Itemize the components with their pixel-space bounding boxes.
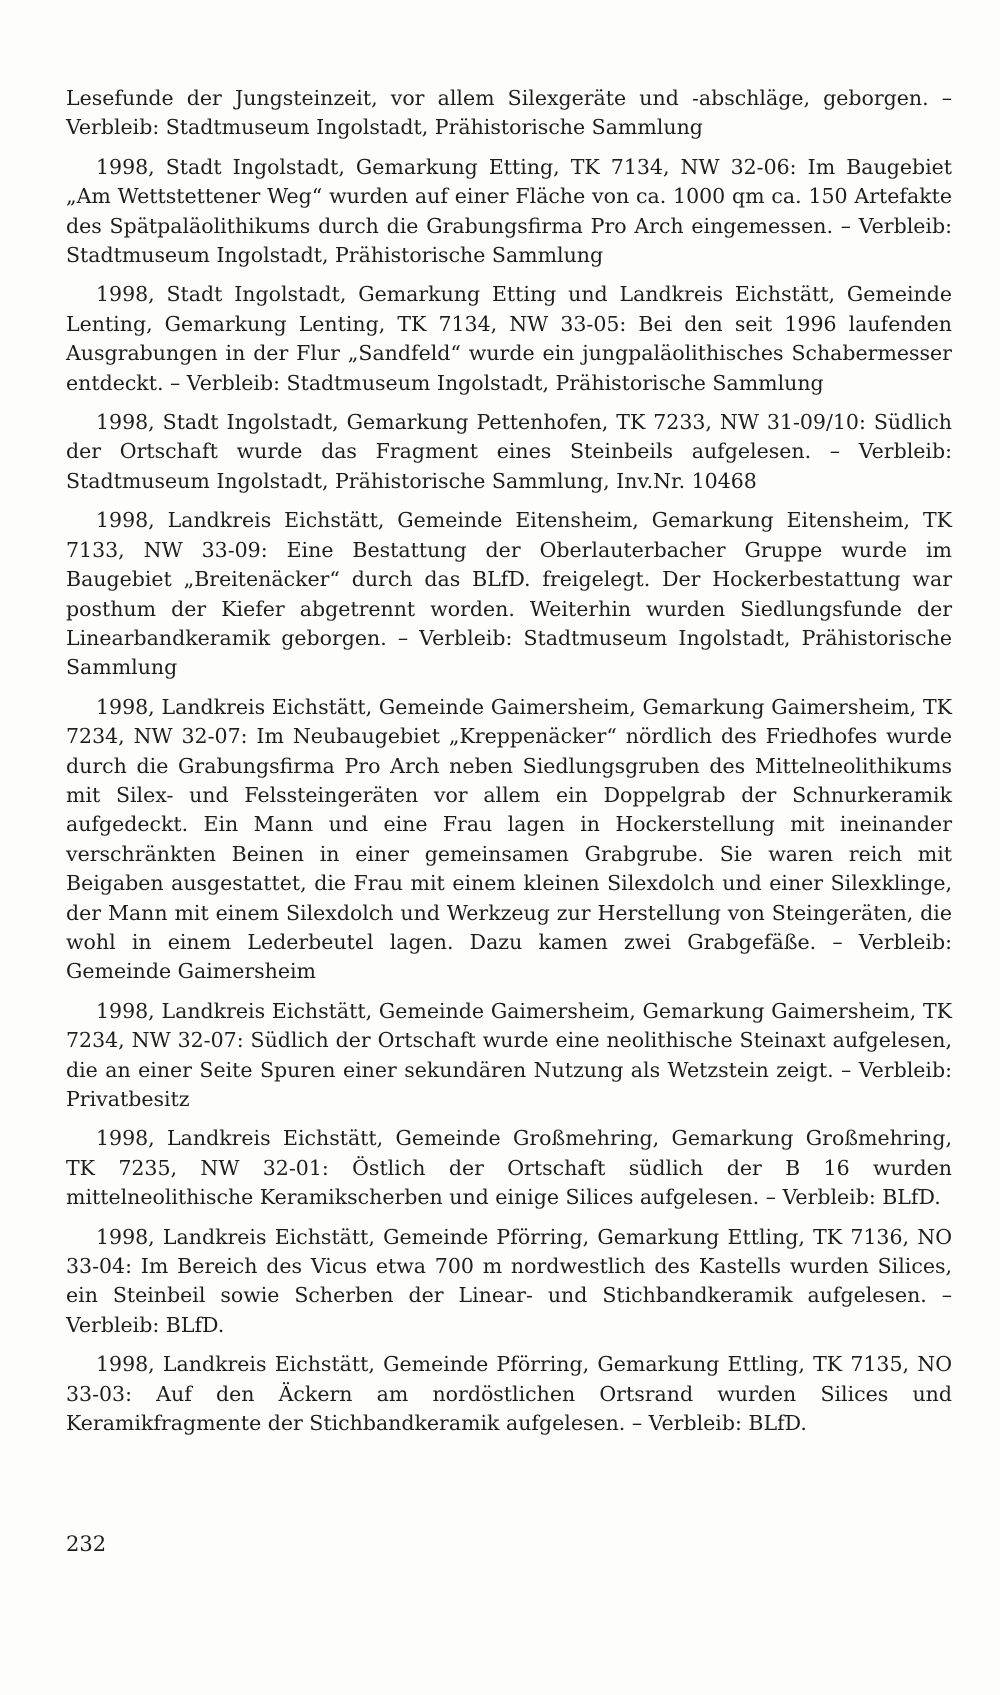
paragraph-etting-wettstettener-weg: 1998, Stadt Ingolstadt, Gemarkung Etting, TK 7134, NW 32-06: Im Baugebiet „Am Wettstettener Weg“ wurden auf einer Fläche von ca. 1000 qm ca. 150 Artefakte des Spätpaläolithikums durch die Grabungsfirma Pro Arch eingemessen. – Verbleib: Stadtmuseum Ingolstadt, Prähistorische Sammlung [66, 154, 952, 268]
page-number: 232 [66, 1532, 107, 1556]
body-text [66, 84, 952, 1448]
paragraph-pettenhofen: 1998, Stadt Ingolstadt, Gemarkung Pettenhofen, TK 7233, NW 31-09/10: Südlich der Ortschaft wurde das Fragment eines Steinbeils aufgelesen. – Verbleib: Stadtmuseum Ingolstadt, Prähistorische Sammlung, Inv.Nr. 10468 [66, 410, 952, 493]
paragraph-pfoerring-7135: 1998, Landkreis Eichstätt, Gemeinde Pförring, Gemarkung Ettling, TK 7135, NO 33-03: Auf den Äckern am nordöstlichen Ortsrand wurden Silices und Keramikfragmente der Stichbandkeramik aufgelesen. – Verbleib: BLfD. [66, 1352, 952, 1436]
paragraph-continuation: Lesefunde der Jungsteinzeit, vor allem Silexgeräte und -abschläge, geborgen. – Verbleib: Stadtmuseum Ingolstadt, Prähistorische Sammlung [66, 86, 952, 140]
paragraph-gaimersheim-kreppenaecker: 1998, Landkreis Eichstätt, Gemeinde Gaimersheim, Gemarkung Gaimersheim, TK 7234, NW 32-07: Im Neubaugebiet „Kreppenäcker“ nördlich des Friedhofes wurde durch die Grabungsfirma Pro Arch neben Siedlungsgruben des Mittelneolithikums mit Silex- und Felssteingeräten vor allem ein Doppelgrab der Schnurkeramik aufgedeckt. Ein Mann und eine Frau lagen in Hockerstellung mit ineinander verschränkten Beinen in einer gemeinsamen Grabgrube. Sie waren reich mit Beigaben ausgestattet, die Frau mit einem kleinen Silexdolch und einer Silexklinge, der Mann mit einem Silexdolch und Werkzeug zur Herstellung von Steingeräten, die wohl in einem Lederbeutel lagen. Dazu kamen zwei Grabgefäße. – Verbleib: Gemeinde Gaimersheim [66, 694, 952, 984]
paragraph-grossmehring: 1998, Landkreis Eichstätt, Gemeinde Großmehring, Gemarkung Großmehring, TK 7235, NW 32-01: Östlich der Ortschaft südlich der B 16 wurden mittelneolithische Keramikscherben und einige Silices aufgelesen. – Verbleib: BLfD. [66, 1126, 952, 1210]
paragraph-eitensheim: 1998, Landkreis Eichstätt, Gemeinde Eitensheim, Gemarkung Eitensheim, TK 7133, NW 33-09: Eine Bestattung der Oberlauterbacher Gruppe wurde im Baugebiet „Breitenäcker“ durch das BLfD. freigelegt. Der Hockerbestattung war posthum der Kiefer abgetrennt worden. Weiterhin wurden Siedlungsfunde der Linearbandkeramik geborgen. – Verbleib: Stadtmuseum Ingolstadt, Prähistorische Sammlung [66, 508, 952, 680]
paragraph-pfoerring-7136: 1998, Landkreis Eichstätt, Gemeinde Pförring, Gemarkung Ettling, TK 7136, NO 33-04: Im Bereich des Vicus etwa 700 m nordwestlich des Kastells wurden Silices, ein Steinbeil sowie Scherben der Linear- und Stichbandkeramik aufgelesen. – Verbleib: BLfD. [66, 1224, 952, 1337]
paragraph-etting-lenting: 1998, Stadt Ingolstadt, Gemarkung Etting und Landkreis Eichstätt, Gemeinde Lenting, Gemarkung Lenting, TK 7134, NW 33-05: Bei den seit 1996 laufenden Ausgrabungen in der Flur „Sandfeld“ wurde ein jungpaläolithisches Schabermesser entdeckt. – Verbleib: Stadtmuseum Ingolstadt, Prähistorische Sammlung [66, 282, 952, 395]
paragraph-gaimersheim-steinaxt: 1998, Landkreis Eichstätt, Gemeinde Gaimersheim, Gemarkung Gaimersheim, TK 7234, NW 32-07: Südlich der Ortschaft wurde eine neolithische Steinaxt aufgelesen, die an einer Seite Spuren einer sekundären Nutzung als Wetzstein zeigt. – Verbleib: Privatbesitz [66, 998, 952, 1111]
